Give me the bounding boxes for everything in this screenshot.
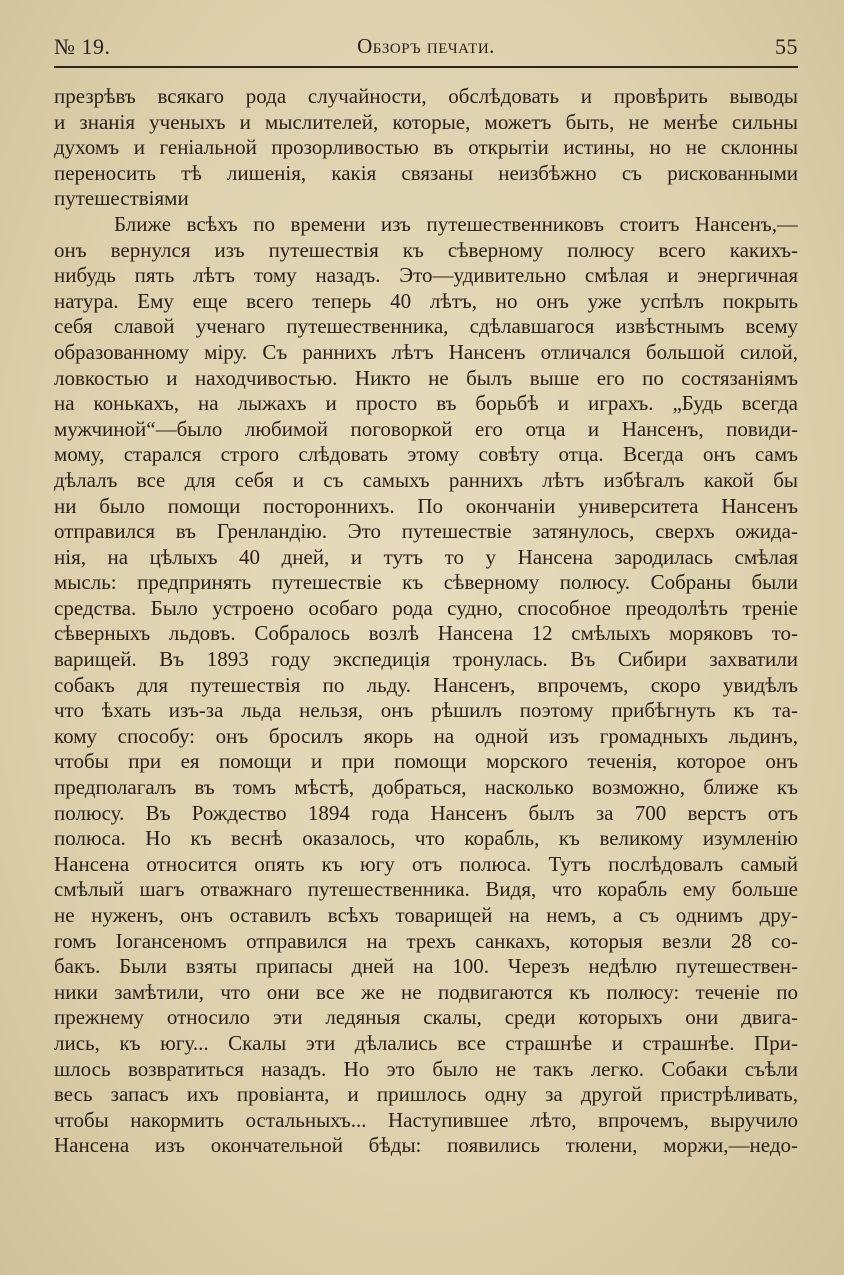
text-line: чтобы при ея помощи и при помощи морского теченія, которое онъ — [54, 749, 798, 774]
text-line: и знанія ученыхъ и мыслителей, которые, можетъ быть, не менѣе сильны — [54, 109, 798, 134]
text-line: мому, старался строго слѣдовать этому совѣту отца. Всегда онъ самъ — [54, 442, 798, 467]
text-line: мужчиной“—было любимой поговоркой его отца и Нансенъ, повиди- — [54, 416, 798, 441]
body-text — [54, 84, 798, 1159]
text-line: сѣверныхъ льдовъ. Собралось возлѣ Нансена 12 смѣлыхъ моряковъ то- — [54, 621, 798, 646]
issue-number: № 19. — [54, 34, 111, 59]
text-line: на конькахъ, на лыжахъ и просто въ борьбѣ и играхъ. „Будь всегда — [54, 391, 798, 416]
text-line: мысль: предпринять путешествіе къ сѣверному полюсу. Собраны были — [54, 570, 798, 595]
text-line: прежнему относило эти ледяныя скалы, среди которыхъ они двига- — [54, 1005, 798, 1030]
text-line: онъ вернулся изъ путешествія къ сѣверному полюсу всего какихъ- — [54, 237, 798, 262]
text-line: Нансена относится опять къ югу отъ полюса. Тутъ послѣдовалъ самый — [54, 851, 798, 876]
text-line: полюса. Но къ веснѣ оказалось, что корабль, къ великому изумленію — [54, 826, 798, 851]
text-line: образованному міру. Съ раннихъ лѣтъ Нансенъ отличался большой силой, — [54, 339, 798, 364]
text-line: собакъ для путешествія по льду. Нансенъ, впрочемъ, скоро увидѣлъ — [54, 672, 798, 697]
text-line: нибудь пять лѣтъ тому назадъ. Это—удивительно смѣлая и энергичная — [54, 263, 798, 288]
text-line: полюсу. Въ Рождество 1894 года Нансенъ былъ за 700 верстъ отъ — [54, 800, 798, 825]
text-line: бакъ. Были взяты припасы дней на 100. Черезъ недѣлю путешествен- — [54, 954, 798, 979]
text-line: что ѣхать изъ-за льда нельзя, онъ рѣшилъ поэтому прибѣгнуть къ та- — [54, 698, 798, 723]
text-line: презрѣвъ всякаго рода случайности, обслѣдовать и провѣрить выводы — [54, 84, 798, 108]
text-line: не нуженъ, онъ оставилъ всѣхъ товарищей на немъ, а съ однимъ дру- — [54, 903, 798, 927]
text-line: путешествіями — [54, 186, 189, 211]
page-number: 55 — [775, 34, 798, 59]
text-line: Ближе всѣхъ по времени изъ путешественниковъ стоитъ Нансенъ,— — [114, 211, 798, 236]
text-line: шлось возвратиться назадъ. Но это было не такъ легко. Собаки съѣли — [54, 1056, 798, 1081]
text-line: дѣлалъ все для себя и съ самыхъ раннихъ лѣтъ избѣгалъ какой бы — [54, 467, 798, 492]
text-line: чтобы накормить остальныхъ... Наступившее лѣто, впрочемъ, выручило — [54, 1107, 798, 1132]
running-header — [54, 34, 798, 68]
text-line: отправился въ Гренландію. Это путешествіе затянулось, сверхъ ожида- — [54, 519, 798, 544]
text-line: смѣлый шагъ отважнаго путешественника. Видя, что корабль ему больше — [54, 877, 798, 902]
running-title: Обзоръ печати. — [357, 34, 495, 58]
text-line: духомъ и геніальной прозорливостью въ открытіи истины, но не склонны — [54, 135, 798, 160]
text-line: гомъ Іогансеномъ отправился на трехъ санкахъ, которыя везли 28 со- — [54, 928, 798, 953]
text-line: предполагалъ въ томъ мѣстѣ, добраться, насколько возможно, ближе къ — [54, 775, 798, 800]
text-line: Нансена изъ окончательной бѣды: появились тюлени, моржи,—недо- — [54, 1133, 798, 1158]
text-line: ники замѣтили, что они все же не подвигаются къ полюсу: теченіе по — [54, 979, 798, 1004]
text-line: весь запасъ ихъ провіанта, и пришлось одну за другой пристрѣливать, — [54, 1082, 798, 1107]
text-line: себя славой ученаго путешественника, сдѣлавшагося извѣстнымъ всему — [54, 314, 798, 339]
text-line: ловкостью и находчивостью. Никто не былъ выше его по состязаніямъ — [54, 365, 798, 390]
text-line: переносить тѣ лишенія, какія связаны неизбѣжно съ рискованными — [54, 160, 798, 185]
text-line: средства. Было устроено особаго рода судно, способное преодолѣть треніе — [54, 595, 798, 620]
text-line: натура. Ему еще всего теперь 40 лѣтъ, но онъ уже успѣлъ покрыть — [54, 288, 798, 313]
text-line: нія, на цѣлыхъ 40 дней, и тутъ то у Нансена зародилась смѣлая — [54, 544, 798, 569]
text-line: варищей. Въ 1893 году экспедиція тронулась. Въ Сибири захватили — [54, 647, 798, 672]
text-line: лись, къ югу... Скалы эти дѣлались все страшнѣе и страшнѣе. При- — [54, 1030, 798, 1055]
text-line: ни было помощи постороннихъ. По окончаніи университета Нансенъ — [54, 493, 798, 518]
text-line: кому способу: онъ бросилъ якорь на одной изъ громадныхъ льдинъ, — [54, 723, 798, 748]
header-rule — [54, 66, 798, 68]
